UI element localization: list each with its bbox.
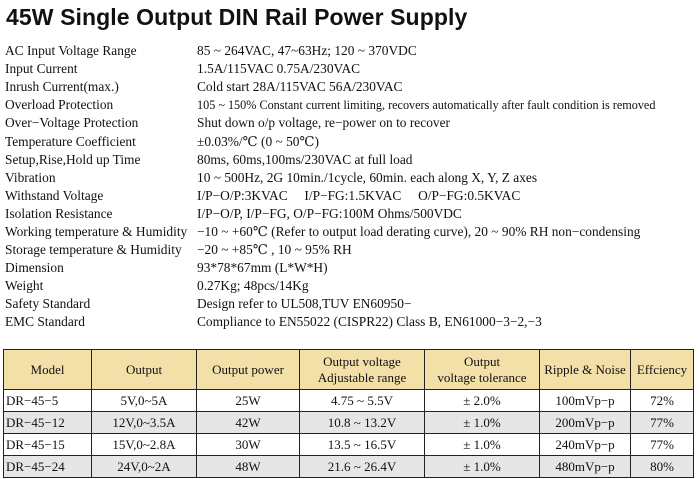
header-text: Output [463,353,501,369]
cell-model: DR−45−15 [4,434,92,456]
spec-value: 85 ~ 264VAC, 47~63Hz; 120 ~ 370VDC [197,43,417,59]
cell-ripple: 240mVp−p [540,434,631,456]
header-ripple-noise [540,350,631,390]
cell-output-power: 30W [197,434,300,456]
spec-value: I/P−O/P:3KVAC I/P−FG:1.5KVAC O/P−FG:0.5KVAC [197,187,521,203]
cell-tolerance: ± 1.0% [425,456,540,478]
cell-ripple: 200mVp−p [540,412,631,434]
table-row [4,412,694,434]
spec-value: 1.5A/115VAC 0.75A/230VAC [197,61,361,77]
spec-row-withstand-voltage [5,187,695,205]
spec-row-overload-protection [5,96,695,114]
spec-label: Safety Standard [5,296,91,312]
model-table [3,349,694,478]
cell-tolerance: ± 1.0% [425,412,540,434]
cell-efficiency: 77% [631,434,694,456]
cell-output: 5V,0~5A [92,390,197,412]
cell-output: 24V,0~2A [92,456,197,478]
spec-label: Isolation Resistance [5,205,113,221]
spec-list [5,42,695,332]
cell-output-power: 25W [197,390,300,412]
header-text: voltage tolerance [437,369,527,385]
header-text: Adjustable range [317,369,407,385]
cell-efficiency: 80% [631,456,694,478]
spec-label: Storage temperature & Humidity [5,242,182,258]
spec-row-over-voltage [5,114,695,132]
page-title: 45W Single Output DIN Rail Power Supply [6,4,468,30]
spec-value: Design refer to UL508,TUV EN60950− [197,296,412,312]
spec-label: Withstand Voltage [5,187,104,203]
spec-row-temp-coefficient [5,132,695,150]
spec-label: Vibration [5,169,56,185]
cell-voltage-range: 13.5 ~ 16.5V [300,434,425,456]
spec-label: Input Current [5,61,78,77]
spec-row-isolation-resistance [5,205,695,223]
cell-model: DR−45−5 [4,390,92,412]
spec-row-setup-time [5,151,695,169]
spec-value: Shut down o/p voltage, re−power on to recover [197,115,450,131]
spec-row-inrush-current [5,78,695,96]
header-text: Ripple & Noise [544,361,626,377]
spec-row-input-current [5,60,695,78]
spec-value: Compliance to EN55022 (CISPR22) Class B, EN61000−3−2,−3 [197,314,542,330]
header-output-power [197,350,300,390]
cell-tolerance: ± 2.0% [425,390,540,412]
spec-value: 93*78*67mm (L*W*H) [197,260,328,276]
header-text: Output [125,361,163,377]
spec-row-weight [5,277,695,295]
table-header-row [4,350,694,390]
table-row [4,456,694,478]
spec-label: Inrush Current(max.) [5,79,119,95]
spec-label: Working temperature & Humidity [5,223,188,239]
cell-output: 12V,0~3.5A [92,412,197,434]
spec-value: 80ms, 60ms,100ms/230VAC at full load [197,151,413,167]
spec-value: 105 ~ 150% Constant current limiting, recovers automatically after fault condition is removed [197,97,656,112]
header-efficiency [631,350,694,390]
header-text: Output power [212,361,284,377]
cell-tolerance: ± 1.0% [425,434,540,456]
cell-efficiency: 77% [631,412,694,434]
cell-output-power: 42W [197,412,300,434]
cell-ripple: 100mVp−p [540,390,631,412]
cell-model: DR−45−24 [4,456,92,478]
header-text: Effciency [636,361,688,377]
spec-row-ac-input [5,42,695,60]
header-output-voltage [300,350,425,390]
spec-label: EMC Standard [5,314,85,330]
spec-row-vibration [5,169,695,187]
spec-label: Weight [5,278,44,294]
spec-label: Setup,Rise,Hold up Time [5,151,141,167]
spec-row-emc-standard [5,313,695,331]
spec-value: 0.27Kg; 48pcs/14Kg [197,278,309,294]
cell-model: DR−45−12 [4,412,92,434]
header-output [92,350,197,390]
spec-label: Over−Voltage Protection [5,115,139,131]
spec-value: −20 ~ +85℃ , 10 ~ 95% RH [197,242,352,258]
cell-efficiency: 72% [631,390,694,412]
spec-value: 10 ~ 500Hz, 2G 10min./1cycle, 60min. each along X, Y, Z axes [197,169,538,185]
cell-ripple: 480mVp−p [540,456,631,478]
header-voltage-tolerance [425,350,540,390]
cell-output-power: 48W [197,456,300,478]
cell-voltage-range: 10.8 ~ 13.2V [300,412,425,434]
spec-label: Dimension [5,260,64,276]
spec-row-safety-standard [5,295,695,313]
table-row [4,434,694,456]
table-row [4,390,694,412]
header-text: Output voltage [323,353,401,369]
spec-value: I/P−O/P, I/P−FG, O/P−FG:100M Ohms/500VDC [197,205,462,221]
spec-row-working-temp [5,223,695,241]
spec-row-dimension [5,259,695,277]
spec-value: −10 ~ +60℃ (Refer to output load derating curve), 20 ~ 90% RH non−condensing [197,223,641,239]
spec-value: ±0.03%/℃ (0 ~ 50℃) [197,133,319,149]
spec-row-storage-temp [5,241,695,259]
spec-label: Overload Protection [5,97,114,113]
header-model [4,350,92,390]
cell-voltage-range: 21.6 ~ 26.4V [300,456,425,478]
spec-label: Temperature Coefficient [5,133,136,149]
spec-value: Cold start 28A/115VAC 56A/230VAC [197,79,403,95]
cell-voltage-range: 4.75 ~ 5.5V [300,390,425,412]
spec-label: AC Input Voltage Range [5,43,137,59]
header-text: Model [30,361,65,377]
cell-output: 15V,0~2.8A [92,434,197,456]
